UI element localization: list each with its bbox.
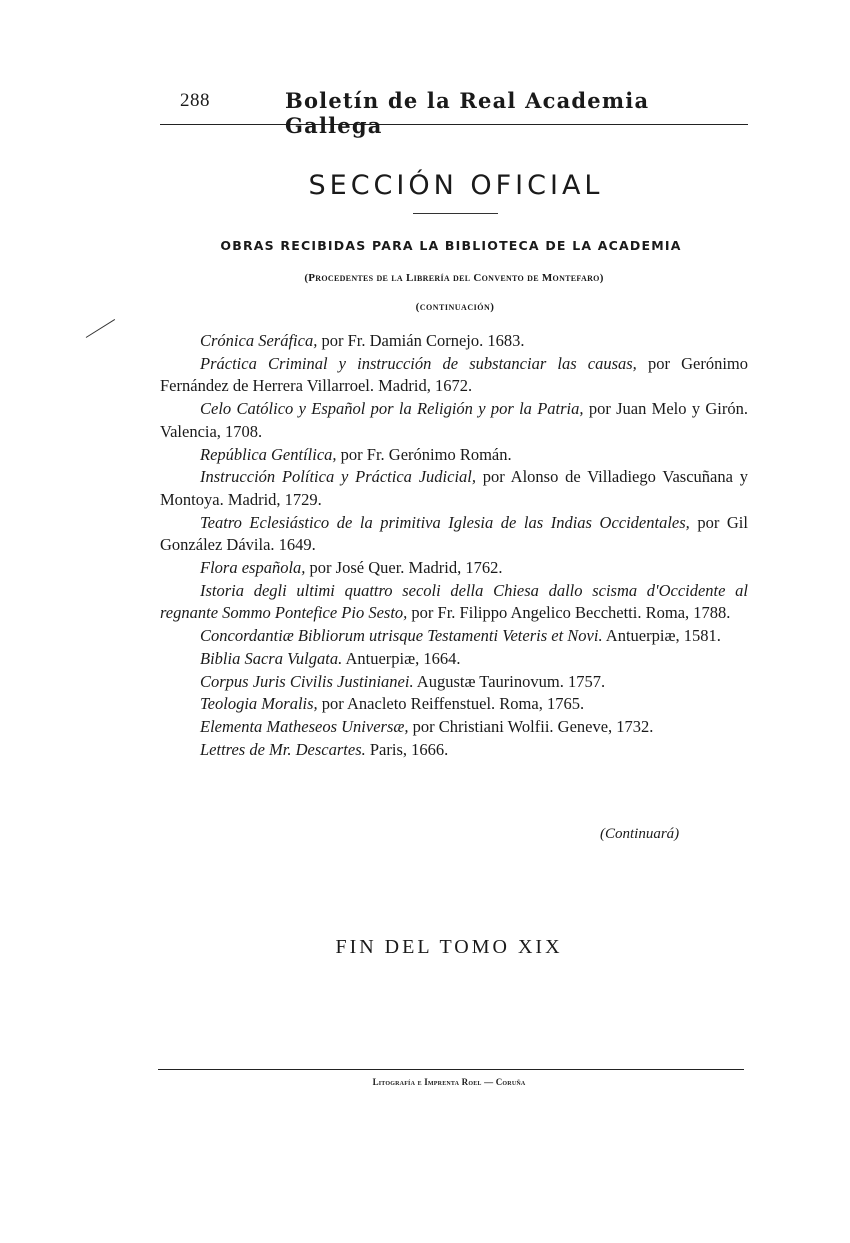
book-details: Paris, 1666. xyxy=(365,739,449,759)
margin-mark xyxy=(86,319,115,338)
list-item xyxy=(160,739,748,762)
book-details: por Gerónimo Fernández de Herrera Villarroel. Madrid, 1672. xyxy=(160,353,748,396)
book-title: Biblia Sacra Vulgata. xyxy=(200,648,343,668)
volume-end-title: FIN DEL TOMO XIX xyxy=(335,936,563,958)
list-item xyxy=(160,625,748,648)
page-number: 288 xyxy=(180,90,210,111)
book-title: Teatro Eclesiástico de la primitiva Iglesia de las Indias Occidentales, xyxy=(200,512,690,532)
book-details: por Fr. Filippo Angelico Becchetti. Roma, 1788. xyxy=(407,603,731,623)
book-details: por Alonso de Villadiego Vascuñana y Montoya. Madrid, 1729. xyxy=(160,467,748,509)
list-item xyxy=(160,716,748,739)
book-title: Istoria degli ultimi quattro secoli della Chiesa dallo scisma d'Occidente al regnante Sommo Pontefice Pio Sesto, xyxy=(160,580,748,623)
book-title: Corpus Juris Civilis Justinianei. xyxy=(200,671,414,691)
book-title: Práctica Criminal y instrucción de substanciar las causas, xyxy=(200,353,637,373)
book-details: Antuerpiæ, 1664. xyxy=(342,648,461,668)
title-divider xyxy=(413,213,498,214)
book-title: Flora española, xyxy=(200,558,306,578)
book-title: República Gentílica, xyxy=(200,444,337,464)
provenance-note: (Procedentes de la Librería del Convento de Montefaro) xyxy=(304,272,604,284)
list-item xyxy=(160,444,748,467)
footer-divider xyxy=(158,1069,744,1070)
list-item xyxy=(160,398,748,443)
list-item xyxy=(160,466,748,511)
list-item xyxy=(160,693,748,716)
list-item xyxy=(160,648,748,671)
book-details: por Gil González Dávila. 1649. xyxy=(160,512,748,555)
book-title: Lettres de Mr. Descartes. xyxy=(200,739,366,759)
book-list xyxy=(160,330,748,761)
book-title: Crónica Seráfica, xyxy=(200,331,318,350)
book-title: Teologia Moralis, xyxy=(200,694,318,714)
book-details: por Anacleto Reiffenstuel. Roma, 1765. xyxy=(317,694,585,714)
list-item xyxy=(160,580,748,625)
book-title: Concordantiæ Bibliorum utrisque Testamenti Veteris et Novi. xyxy=(200,626,603,646)
book-details: Augustæ Taurinovum. 1757. xyxy=(413,671,606,691)
book-title: Elementa Matheseos Universæ, xyxy=(200,716,409,736)
list-item xyxy=(160,353,748,398)
book-details: por José Quer. Madrid, 1762. xyxy=(305,558,503,578)
section-title: SECCIÓN OFICIAL xyxy=(308,170,604,201)
book-title: Instrucción Política y Práctica Judicial, xyxy=(200,467,476,487)
list-item xyxy=(160,557,748,580)
continued-note: (Continuará) xyxy=(600,826,680,842)
running-header xyxy=(160,86,748,138)
book-details: por Fr. Damián Cornejo. 1683. xyxy=(317,331,525,350)
list-item xyxy=(160,512,748,557)
book-title: Celo Católico y Español por la Religión y por la Patria, xyxy=(200,399,584,419)
continuation-note: (continuación) xyxy=(415,301,495,313)
book-details: por Christiani Wolfii. Geneve, 1732. xyxy=(408,716,654,736)
subsection-title: OBRAS RECIBIDAS PARA LA BIBLIOTECA DE LA ACADEMIA xyxy=(220,238,682,253)
book-details: por Juan Melo y Girón. Valencia, 1708. xyxy=(160,399,748,441)
list-item xyxy=(160,330,748,353)
printer-imprint: Litografía e Imprenta Roel — Coruña xyxy=(372,1077,526,1087)
book-details: Antuerpiæ, 1581. xyxy=(602,626,721,646)
book-details: por Fr. Gerónimo Román. xyxy=(336,444,512,464)
running-title: Boletín de la Real Academia Gallega xyxy=(285,88,650,138)
list-item xyxy=(160,671,748,694)
